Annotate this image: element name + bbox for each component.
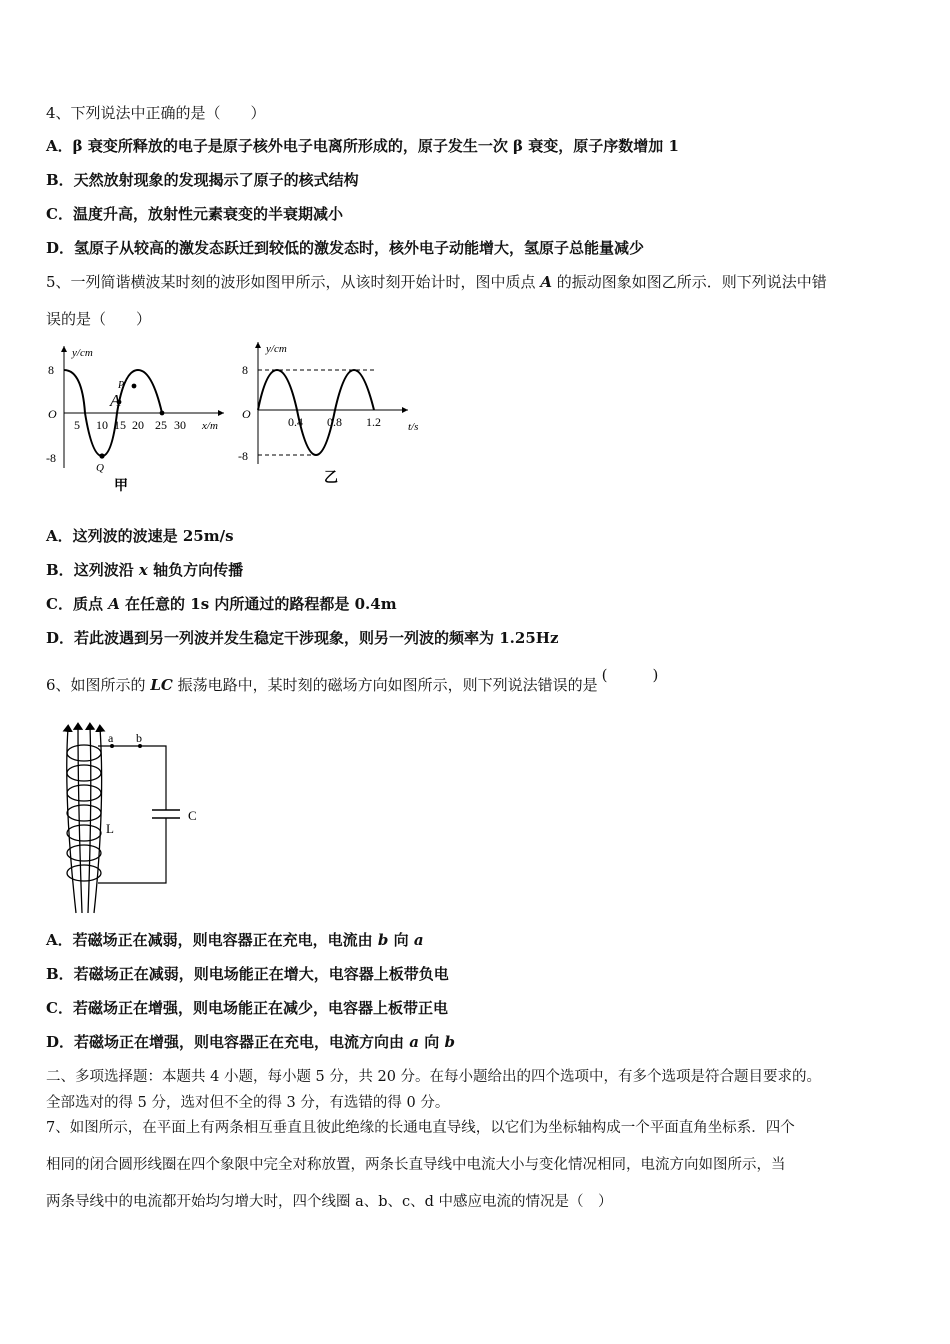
q6-option-b-label: B．	[46, 965, 74, 983]
q6-option-c-label: C．	[46, 999, 73, 1017]
q5-option-b-pre: 这列波沿	[73, 561, 139, 579]
wave-graph-jia	[44, 338, 234, 498]
q6-stem-part1: 6、如图所示的	[46, 676, 151, 694]
yi-y-pos: 8	[242, 363, 248, 377]
q6-option-d-mid: 向	[418, 1033, 445, 1051]
q6-option-b	[46, 964, 449, 984]
q5-stem-var: A	[540, 273, 552, 291]
label-b: b	[136, 731, 142, 745]
q5-option-a-label: A．	[46, 527, 73, 545]
q5-option-c	[46, 594, 397, 614]
yi-ttick-0.8: 0.8	[327, 415, 342, 429]
inductor-coil	[67, 745, 101, 881]
q6-option-d-var1: a	[409, 1033, 419, 1051]
yi-ylabel: y/cm	[266, 343, 287, 355]
q5-option-b	[46, 560, 243, 580]
jia-xtick-20: 20	[132, 418, 144, 432]
q6-option-b-text: 若磁场正在减弱，则电场能正在增大，电容器上板带负电	[73, 965, 449, 983]
q4-option-b: B．天然放射现象的发现揭示了原子的核式结构	[46, 171, 359, 189]
jia-point-p	[132, 384, 137, 389]
jia-y-pos: 8	[48, 363, 54, 377]
label-c: C	[188, 808, 197, 823]
jia-origin: O	[48, 407, 57, 421]
q5-stem-line2: 误的是（ ）	[46, 310, 152, 328]
jia-point-25	[160, 411, 165, 416]
vibration-graph-yi	[236, 338, 432, 488]
q4-option-d: D．氢原子从较高的激发态跃迁到较低的激发态时，核外电子动能增大，氢原子总能量减少	[46, 239, 645, 257]
jia-xtick-25: 25	[155, 418, 167, 432]
q6-stem-paren: ( )	[601, 666, 659, 684]
q6-option-a-mid: 向	[388, 931, 414, 949]
q5-stem-part1: 5、一列简谐横波某时刻的波形如图甲所示，从该时刻开始计时，图中质点	[46, 273, 541, 291]
q5-option-d-text: 若此波遇到另一列波并发生稳定干涉现象，则另一列波的频率为 1.25Hz	[74, 629, 559, 647]
q5-stem	[46, 272, 827, 292]
q5-option-d-label: D．	[46, 629, 75, 647]
yi-caption: 乙	[324, 471, 338, 486]
jia-ylabel: y/cm	[72, 347, 93, 359]
q6-stem	[46, 666, 659, 695]
q5-option-c-label: C．	[46, 595, 73, 613]
yi-wave-curve	[258, 370, 374, 455]
q6-option-d-label: D．	[46, 1033, 75, 1051]
q6-stem-var: LC	[150, 676, 173, 694]
yi-origin: O	[242, 407, 251, 421]
section2-line1: 二、多项选择题：本题共 4 小题，每小题 5 分，共 20 分。在每小题给出的四个选项中，有多个选项是符合题目要求的。	[46, 1069, 822, 1085]
q7-line2: 相同的闭合圆形线圈在四个象限中完全对称放置，两条长直导线中电流大小与变化情况相同，电流方向如图所示，当	[46, 1157, 786, 1173]
q6-option-a-label: A．	[46, 931, 73, 949]
jia-xtick-10: 10	[96, 418, 108, 432]
jia-xtick-15: 15	[114, 418, 126, 432]
q6-option-a	[46, 930, 424, 950]
lc-circuit-figure	[48, 718, 208, 918]
field-line-2	[78, 726, 82, 913]
yi-y-neg: -8	[238, 449, 248, 463]
q6-option-c-text: 若磁场正在增强，则电场能正在减少，电容器上板带正电	[72, 999, 448, 1017]
q6-option-d-var2: b	[444, 1033, 455, 1051]
yi-ttick-0.4: 0.4	[288, 415, 303, 429]
yi-tlabel: t/s	[408, 421, 419, 433]
jia-y-neg: -8	[46, 451, 56, 465]
jia-label-p: P	[118, 380, 125, 391]
jia-caption: 甲	[114, 479, 128, 494]
q5-option-a	[46, 526, 234, 546]
q5-option-b-label: B．	[46, 561, 74, 579]
jia-label-a: A	[110, 391, 121, 410]
q5-option-b-post: 轴负方向传播	[147, 561, 244, 579]
q5-option-b-var: x	[138, 561, 148, 579]
q5-stem-part2: 的振动图象如图乙所示．则下列说法中错	[551, 273, 827, 291]
label-l: L	[106, 821, 114, 836]
field-line-3	[88, 726, 91, 913]
q6-option-a-var2: a	[413, 931, 424, 949]
label-a: a	[108, 731, 114, 745]
section2-line2: 全部选对的得 5 分，选对但不全的得 3 分，有选错的得 0 分。	[46, 1095, 450, 1111]
circuit-wire-top	[98, 746, 166, 810]
q5-option-c-post: 在任意的 1s 内所通过的路程都是 0.4m	[119, 595, 397, 613]
q6-option-a-pre: 若磁场正在减弱，则电容器正在充电，电流由	[72, 931, 378, 949]
q4-stem: 4、下列说法中正确的是（ ）	[46, 104, 266, 122]
q4-option-a: A．β 衰变所释放的电子是原子核外电子电离所形成的，原子发生一次 β 衰变，原子序数增加 1	[46, 137, 679, 155]
q6-option-d-pre: 若磁场正在增强，则电容器正在充电，电流方向由	[74, 1033, 410, 1051]
q4-option-c: C．温度升高，放射性元素衰变的半衰期减小	[46, 205, 343, 223]
q5-option-d	[46, 628, 558, 648]
jia-label-q: Q	[96, 462, 104, 474]
jia-point-q	[99, 453, 104, 458]
q5-option-c-pre: 质点	[72, 595, 109, 613]
yi-ttick-1.2: 1.2	[366, 415, 381, 429]
q5-option-c-var: A	[108, 595, 120, 613]
q6-option-d	[46, 1032, 455, 1052]
q5-option-a-text: 这列波的波速是 25m/s	[72, 527, 234, 545]
q7-line3: 两条导线中的电流都开始均匀增大时，四个线圈 a、b、c、d 中感应电流的情况是（ ）	[46, 1194, 613, 1210]
jia-xlabel: x/m	[202, 420, 218, 432]
q7-line1: 7、如图所示，在平面上有两条相互垂直且彼此绝缘的长通电直导线，以它们为坐标轴构成一个平面直角坐标系．四个	[46, 1120, 795, 1136]
q6-stem-part2: 振荡电路中，某时刻的磁场方向如图所示，则下列说法错误的是	[172, 676, 598, 694]
q6-option-c	[46, 998, 448, 1018]
jia-xtick-5: 5	[74, 418, 80, 432]
jia-xtick-30: 30	[174, 418, 186, 432]
q6-option-a-var1: b	[377, 931, 389, 949]
